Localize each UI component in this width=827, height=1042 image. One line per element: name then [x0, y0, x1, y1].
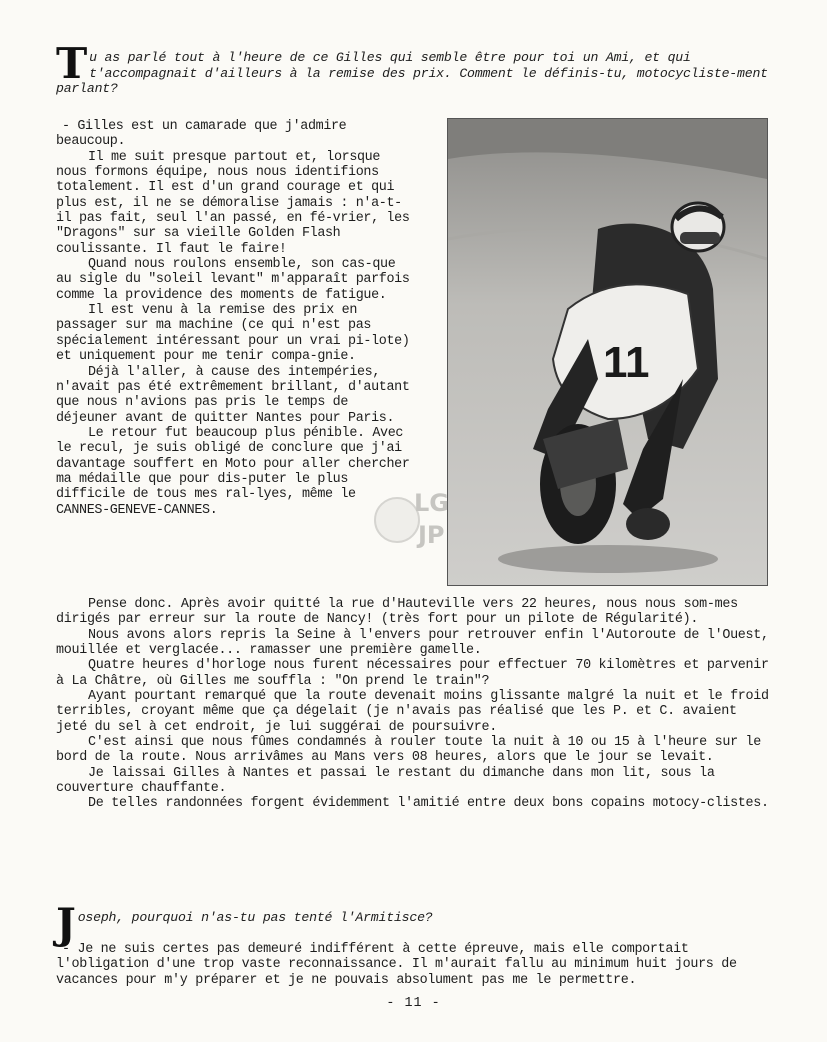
answer-2	[56, 942, 772, 988]
column-paragraph: Le retour fut beaucoup plus pénible. Avec le recul, je suis obligé de conclure que j'ai davantage souffert en Moto pour aller chercher ma médaille que pour dis-puter le plus difficile de tous mes ral-lyes, même le CANNES-GENEVE-CANNES.	[56, 425, 410, 518]
page-number: - 11 -	[386, 996, 441, 1011]
watermark-logo	[372, 475, 472, 560]
column-paragraph: Il est venu à la remise des prix en passager sur ma machine (ce qui n'est pas spécialement intéressant pour un vrai pi-lote) et uniquement pour me tenir compa-gnie.	[56, 303, 410, 365]
question-2-text: oseph, pourquoi n'as-tu pas tenté l'Armitisce?	[77, 910, 433, 925]
full-paragraph: C'est ainsi que nous fûmes condamnés à rouler toute la nuit à 10 ou 15 à l'heure sur le bord de la route. Nous arrivâmes au Mans vers 08 heures, alors que le jour se levait.	[56, 735, 762, 766]
column-paragraph: Déjà l'aller, à cause des intempéries, n'avait pas été extrêmement brillant, d'autant que nous n'avions pas pris le temps de déjeuner avant de quitter Nantes pour Paris.	[56, 364, 410, 426]
question-2	[56, 899, 772, 948]
column-paragraph: Quand nous roulons ensemble, son cas-que au sigle du "soleil levant" m'apparaît parfois comme la providence des moments de fatigue.	[56, 257, 410, 303]
answer-full-width	[56, 597, 772, 812]
drop-cap-j: J	[56, 899, 76, 948]
svg-text:LG: LG	[414, 489, 449, 517]
full-paragraph: Nous avons alors repris la Seine à l'envers pour retrouver enfin l'Autoroute de l'Ouest, mouillée et verglacée... ramasser une première gamelle.	[56, 627, 769, 659]
question-1	[56, 39, 772, 97]
full-paragraph: Ayant pourtant remarqué que la route devenait moins glissante malgré la nuit et le froid terribles, croyant même que ça dégelait (je n'avais pas réalisé que les P. et C. avaient jeté du sel à cet endroit, je lui suggérai de poursuivre.	[56, 689, 769, 735]
question-1-text: u as parlé tout à l'heure de ce Gilles qui semble être pour toi un Ami, et qui t'accompagnait d'ailleurs à la remise des prix. Comment le définis-tu, motocycliste-ment parlant?	[56, 50, 768, 96]
answer-column	[56, 119, 412, 518]
full-paragraph: Je laissai Gilles à Nantes et passai le restant du dimanche dans mon lit, sous la couverture chauffante.	[56, 765, 715, 797]
race-number: 11	[603, 338, 650, 387]
full-paragraph: Pense donc. Après avoir quitté la rue d'Hauteville vers 22 heures, nous nous som-mes dirigés par erreur sur la route de Nancy! (très fort pour un pilote de Régularité).	[56, 597, 738, 628]
svg-text:JP: JP	[418, 521, 445, 549]
full-paragraph: De telles randonnées forgent évidemment l'amitié entre deux bons copains motocy-clistes.	[88, 796, 769, 812]
motorcycle-racer-photo	[447, 118, 768, 586]
full-paragraph: Quatre heures d'horloge nous furent nécessaires pour effectuer 70 kilomètres et parvenir à La Châtre, où Gilles me souffla : "On prend le train"?	[56, 658, 769, 689]
column-paragraph: Il me suit presque partout et, lorsque nous formons équipe, nous nous identifions totalement. Il est d'un grand courage et qui plus est, il ne se démoralise jamais : n'a-t-il pas fait, seul l'an passé, en fé-vrier, les "Dragons" sur sa vieille Golden Flash coulissante. Il faut le faire!	[56, 149, 410, 257]
answer-2-text: - Je ne suis certes pas demeuré indifférent à cette épreuve, mais elle comportait l'obligation d'une trop vaste reconnaissance. Il m'aurait fallu au minimum huit jours de vacances pour m'y préparer et je ne pouvais absolument pas me le permettre.	[56, 942, 737, 988]
drop-cap-t: T	[56, 39, 88, 88]
column-paragraph: - Gilles est un camarade que j'admire beaucoup.	[56, 119, 347, 150]
